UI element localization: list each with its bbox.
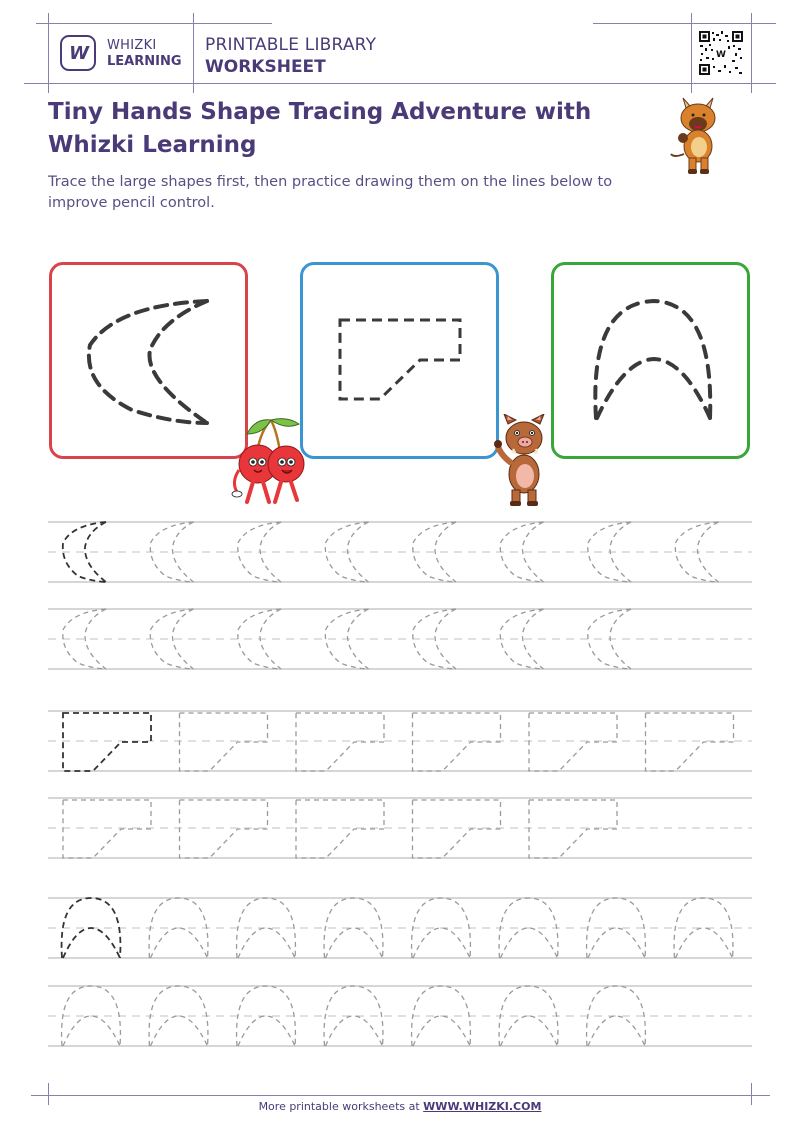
footer-rule [31, 1095, 770, 1096]
qr-right-tick [751, 13, 752, 93]
gray-notched-rectangle-trace [63, 800, 151, 858]
footer [0, 1100, 800, 1113]
double-arch-trace-shape [554, 265, 747, 456]
practice-row-crescent [48, 608, 752, 670]
worksheet-title: Tiny Hands Shape Tracing Adventure with Whizki Learning [48, 99, 592, 158]
practice-row-notched-rectangle [48, 797, 752, 859]
gray-notched-rectangle-trace [296, 800, 384, 858]
instructions-text: Trace the large shapes first, then practice drawing them on the lines below to improve pencil control. [48, 174, 613, 211]
gray-notched-rectangle-trace [529, 713, 617, 771]
practice-row-double-arch [48, 985, 752, 1047]
library-label: PRINTABLE LIBRARY [205, 35, 377, 55]
logo-letter: W [69, 42, 87, 64]
qr-code-icon [698, 30, 744, 76]
double-arch-shape-card [551, 262, 750, 459]
gray-notched-rectangle-trace [413, 800, 501, 858]
gray-crescent-trace [150, 522, 193, 582]
gray-notched-rectangle-trace [296, 713, 384, 771]
whizki-logo [60, 35, 96, 71]
practice-row-notched-rectangle [48, 710, 752, 772]
crescent-shape-card [49, 262, 248, 459]
gray-notched-rectangle-trace [646, 713, 734, 771]
gray-crescent-trace [500, 609, 543, 669]
header-left-tick [48, 13, 49, 93]
notched-rectangle-trace-shape [303, 265, 496, 456]
gray-notched-rectangle-trace [180, 800, 268, 858]
footer-text: More printable worksheets at [258, 1100, 424, 1113]
gray-notched-rectangle-trace [413, 713, 501, 771]
gray-notched-rectangle-trace [529, 800, 617, 858]
qr-left-tick [691, 13, 692, 93]
crescent-trace-shape [52, 265, 245, 456]
gray-notched-rectangle-trace [180, 713, 268, 771]
cherries-mascot-icon [225, 412, 315, 508]
dark-notched-rectangle-trace [63, 713, 151, 771]
header-bottom-rule [24, 83, 776, 84]
boar-mascot-icon [492, 414, 556, 510]
header-top-rule-right [593, 23, 776, 24]
header-top-rule [36, 23, 272, 24]
worksheet-label: WORKSHEET [205, 57, 326, 77]
brand-name-top: WHIZKI [107, 38, 157, 53]
header-divider [193, 13, 194, 93]
svg-text:W: W [716, 50, 726, 60]
footer-website-link[interactable]: WWW.WHIZKI.COM [423, 1100, 542, 1113]
gray-crescent-trace [500, 522, 543, 582]
brand-name-bottom: LEARNING [107, 54, 182, 69]
practice-row-crescent [48, 521, 752, 583]
notched-rectangle-shape-card [300, 262, 499, 459]
bull-mascot-icon [668, 94, 728, 178]
gray-crescent-trace [150, 609, 193, 669]
practice-row-double-arch [48, 897, 752, 959]
